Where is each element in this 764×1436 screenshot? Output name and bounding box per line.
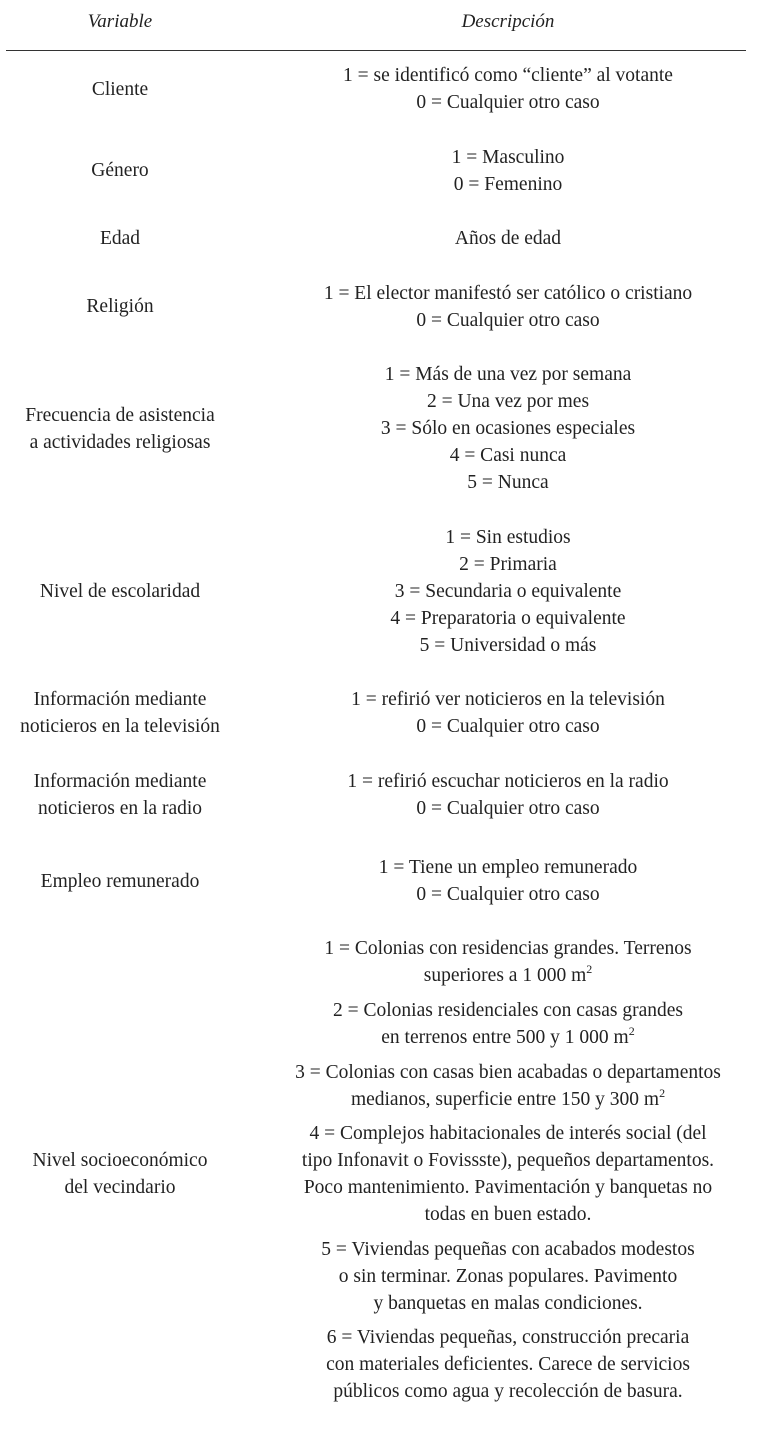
socio-level-5: 5 = Viviendas pequeñas con acabados modestos o sin terminar. Zonas populares. Pavimento y banquetas en malas condiciones. — [321, 1239, 695, 1314]
header-divider — [6, 50, 746, 51]
description-noticieros-television: 1 = refirió ver noticieros en la televisión 0 = Cualquier otro caso — [351, 689, 665, 737]
variable-noticieros-radio: Información mediante noticieros en la radio — [33, 771, 207, 819]
variable-nivel-socioeconomico: Nivel socioeconómico del vecindario — [32, 1150, 208, 1198]
column-header-variable: Variable — [87, 11, 153, 32]
column-header-description: Descripción — [461, 11, 555, 32]
variable-cliente: Cliente — [91, 79, 149, 100]
variable-escolaridad: Nivel de escolaridad — [39, 581, 201, 602]
socio-level-4: 4 = Complejos habitacionales de interés social (del tipo Infonavit o Fovissste), pequeños departamentos. Poco mantenimiento. Pavimentación y banquetas no todas en buen estado. — [301, 1123, 715, 1225]
variable-genero: Género — [91, 160, 149, 181]
socio-level-1: 1 = Colonias con residencias grandes. Terrenos superiores a 1 000 $m^2$ — [324, 938, 692, 986]
description-religion: 1 = El elector manifestó ser católico o cristiano 0 = Cualquier otro caso — [323, 283, 693, 331]
variable-frecuencia-asistencia: Frecuencia de asistencia a actividades religiosas — [25, 405, 215, 453]
socio-level-3: 3 = Colonias con casas bien acabadas o departamentos medianos, superficie entre 150 y 300 $m^2$ — [295, 1062, 721, 1110]
variable-noticieros-television: Información mediante noticieros en la televisión — [20, 689, 220, 737]
description-edad: Años de edad — [454, 228, 562, 249]
description-genero: 1 = Masculino 0 = Femenino — [451, 147, 565, 195]
variable-edad: Edad — [99, 228, 141, 249]
description-empleo-remunerado: 1 = Tiene un empleo remunerado 0 = Cualquier otro caso — [378, 857, 638, 905]
description-frecuencia-asistencia: 1 = Más de una vez por semana 2 = Una vez por mes 3 = Sólo en ocasiones especiales 4 = Casi nunca 5 = Nunca — [380, 364, 636, 493]
variable-religion: Religión — [86, 296, 154, 317]
variable-empleo-remunerado: Empleo remunerado — [40, 871, 200, 892]
description-noticieros-radio: 1 = refirió escuchar noticieros en la radio 0 = Cualquier otro caso — [347, 771, 669, 819]
description-escolaridad: 1 = Sin estudios 2 = Primaria 3 = Secundaria o equivalente 4 = Preparatoria o equivalente 5 = Universidad o más — [390, 527, 626, 656]
socio-level-6: 6 = Viviendas pequeñas, construcción precaria con materiales deficientes. Carece de servicios públicos como agua y recolección de basura. — [326, 1327, 690, 1402]
description-cliente: 1 = se identificó como “cliente” al votante 0 = Cualquier otro caso — [343, 65, 673, 113]
socio-level-2: 2 = Colonias residenciales con casas grandes en terrenos entre 500 y 1 000 $m^2$ — [333, 1000, 683, 1048]
